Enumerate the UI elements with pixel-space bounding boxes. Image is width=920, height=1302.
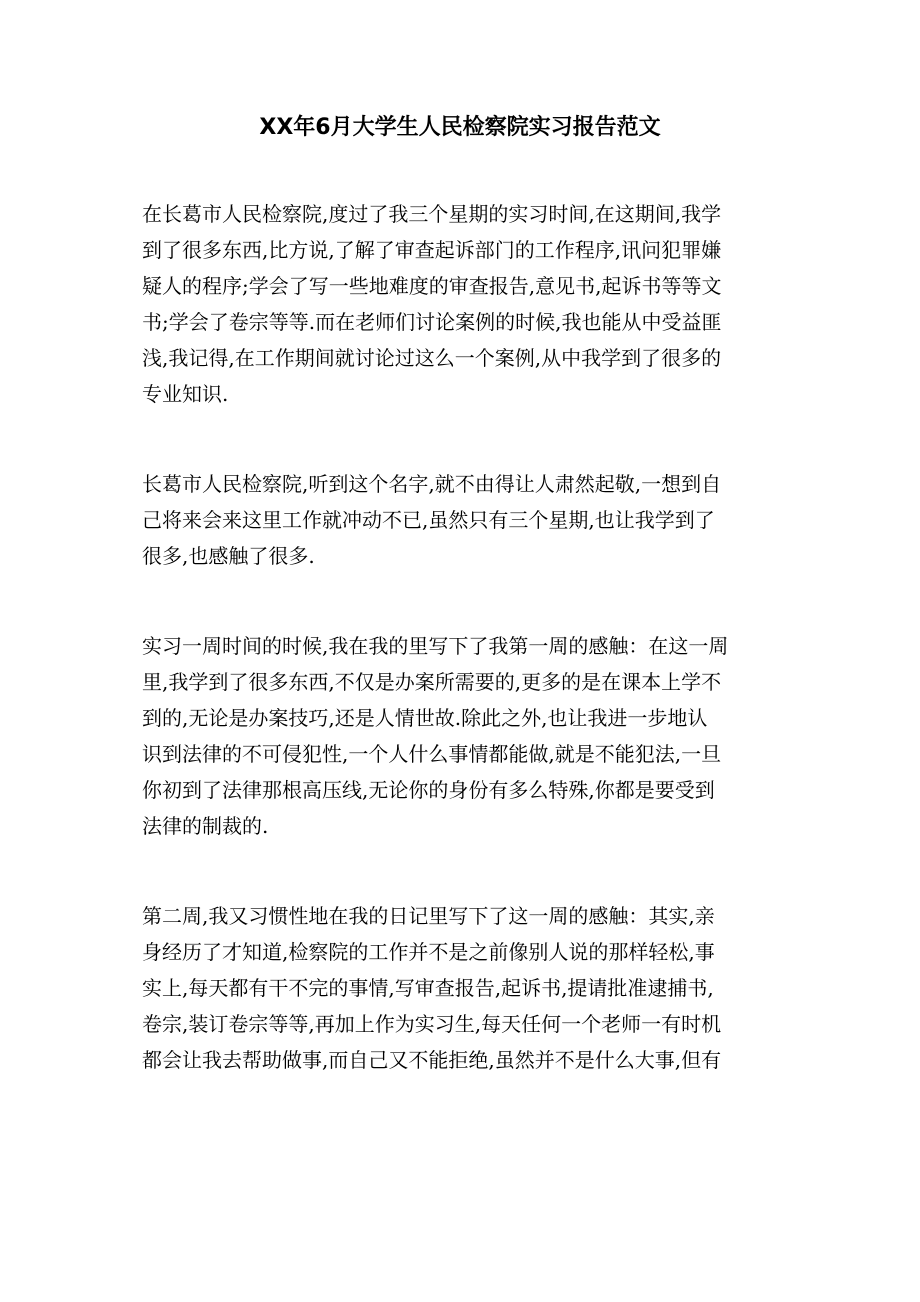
text-line: 很多,也感触了很多. [142, 544, 315, 568]
text-line: 卷宗,装订卷宗等等,再加上作为实习生,每天任何一个老师一有时机 [142, 1012, 722, 1036]
text-line: 书;学会了卷宗等等.而在老师们讨论案例的时候,我也能从中受益匪 [142, 310, 722, 334]
text-line: 己将来会来这里工作就冲动不已,虽然只有三个星期,也让我学到了 [142, 508, 715, 532]
text-line: 疑人的程序;学会了写一些地难度的审查报告,意见书,起诉书等等文 [142, 274, 722, 298]
text-line: 里,我学到了很多东西,不仅是办案所需要的,更多的是在课本上学不 [142, 670, 722, 694]
paragraph-1 [142, 196, 782, 412]
paragraph-4 [142, 898, 782, 1078]
text-line: 浅,我记得,在工作期间就讨论过这么一个案例,从中我学到了很多的 [142, 346, 722, 370]
text-line: 身经历了才知道,检察院的工作并不是之前像别人说的那样轻松,事 [142, 940, 715, 964]
text-line: 识到法律的不可侵犯性,一个人什么事情都能做,就是不能犯法,一旦 [142, 742, 722, 766]
document-title: XX年6月大学生人民检察院实习报告范文 [259, 115, 661, 140]
paragraph-2 [142, 466, 782, 574]
paragraph-3 [142, 628, 782, 844]
text-line: 到了很多东西,比方说,了解了审查起诉部门的工作程序,讯问犯罪嫌 [142, 238, 722, 262]
text-line: 到的,无论是办案技巧,还是人情世故.除此之外,也让我进一步地认 [142, 706, 708, 730]
text-line: 第二周,我又习惯性地在我的日记里写下了这一周的感触：其实,亲 [142, 904, 715, 928]
text-line: 实习一周时间的时候,我在我的里写下了我第一周的感触：在这一周 [142, 634, 729, 658]
text-line: 在长葛市人民检察院,度过了我三个星期的实习时间,在这期间,我学 [142, 202, 722, 226]
text-line: 专业知识. [142, 382, 229, 406]
document-body [142, 196, 782, 1132]
text-line: 实上,每天都有干不完的事情,写审查报告,起诉书,提请批准逮捕书, [142, 976, 714, 1000]
text-line: 都会让我去帮助做事,而自己又不能拒绝,虽然并不是什么大事,但有 [142, 1048, 722, 1072]
text-line: 法律的制裁的. [142, 814, 269, 838]
text-line: 长葛市人民检察院,听到这个名字,就不由得让人肃然起敬,一想到自 [142, 472, 722, 496]
text-line: 你初到了法律那根高压线,无论你的身份有多么特殊,你都是要受到 [142, 778, 715, 802]
